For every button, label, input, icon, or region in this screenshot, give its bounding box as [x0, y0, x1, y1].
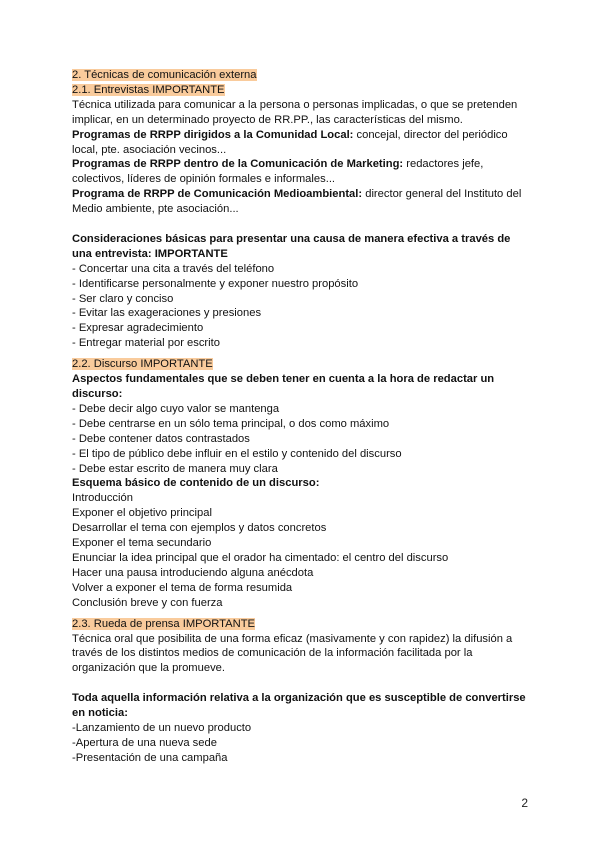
section-heading	[72, 68, 528, 83]
list-item: - El tipo de público debe influir en el estilo y contenido del discurso	[72, 447, 402, 460]
program-text: concejal, director del periódico local, pte. asociación vecinos...	[72, 128, 508, 156]
list-item: - Ser claro y conciso	[72, 292, 174, 305]
list-item: - Debe contener datos contrastados	[72, 432, 250, 445]
page-content	[72, 68, 528, 766]
list-item: Exponer el objetivo principal	[72, 507, 212, 520]
list-item: -Lanzamiento de un nuevo producto	[72, 721, 252, 734]
list-item: - Identificarse personalmente y exponer nuestro propósito	[72, 277, 359, 290]
program-item	[72, 157, 528, 187]
scheme-heading: Esquema básico de contenido de un discurso:	[72, 477, 320, 490]
list-item: - Debe centrarse en un sólo tema principal, o dos como máximo	[72, 417, 390, 430]
subsection-heading	[72, 357, 528, 372]
list-item: -Apertura de una nueva sede	[72, 736, 217, 749]
subsection-title-discurso: 2.2. Discurso IMPORTANTE	[72, 358, 213, 371]
section-title: 2. Técnicas de comunicación externa	[72, 69, 257, 81]
list-item: - Entregar material por escrito	[72, 337, 220, 350]
consider-heading: Consideraciones básicas para presentar una causa de manera efectiva a través de una entrevista: IMPORTANTE	[72, 232, 511, 260]
list-item: Introducción	[72, 492, 133, 505]
list-item: Enunciar la idea principal que el orador ha cimentado: el centro del discurso	[72, 551, 449, 564]
list-item: Volver a exponer el tema de forma resumida	[72, 581, 293, 594]
program-text: redactores jefe, colectivos, líderes de opinión formales e informales...	[72, 158, 484, 186]
page-number: 2	[521, 796, 528, 810]
paragraph-rueda-desc: Técnica oral que posibilita de una forma eficaz (masivamente y con rapidez) la difusión a través de los distintos medios de comunicación de la información facilitada por la organización que la promueve.	[72, 632, 513, 675]
list-item: - Expresar agradecimiento	[72, 322, 204, 335]
subsection-heading	[72, 83, 528, 98]
list-item: Conclusión breve y con fuerza	[72, 596, 223, 609]
list-item: - Concertar una cita a través del teléfono	[72, 262, 275, 275]
subsection-heading	[72, 617, 528, 632]
paragraph-entrevistas-desc: Técnica utilizada para comunicar a la persona o personas implicadas, o que se pretenden implicar, en un determinado proyecto de RR.PP., las características del mismo.	[72, 98, 518, 126]
program-label: Programas de RRPP dentro de la Comunicación de Marketing:	[72, 158, 404, 171]
program-item	[72, 187, 528, 217]
list-item: -Presentación de una campaña	[72, 751, 228, 764]
list-item: - Debe decir algo cuyo valor se mantenga	[72, 402, 280, 415]
subsection-title-rueda: 2.3. Rueda de prensa IMPORTANTE	[72, 617, 256, 630]
list-item: - Debe estar escrito de manera muy clara	[72, 462, 278, 475]
subsection-title-entrevistas: 2.1. Entrevistas IMPORTANTE	[72, 83, 225, 96]
program-label: Programas de RRPP dirigidos a la Comunidad Local:	[72, 128, 354, 141]
program-text: director general del Instituto del Medio ambiente, pte asociación...	[72, 188, 522, 216]
aspects-heading: Aspectos fundamentales que se deben tener en cuenta a la hora de redactar un discurso:	[72, 373, 495, 401]
list-item: Exponer el tema secundario	[72, 537, 212, 550]
program-item	[72, 128, 528, 158]
list-item: Hacer una pausa introduciendo alguna anécdota	[72, 566, 314, 579]
list-item: Desarrollar el tema con ejemplos y datos concretos	[72, 522, 327, 535]
info-heading: Toda aquella información relativa a la organización que es susceptible de convertirse en noticia:	[72, 692, 526, 720]
program-label: Programa de RRPP de Comunicación Medioambiental:	[72, 188, 363, 201]
list-item: - Evitar las exageraciones y presiones	[72, 307, 262, 320]
